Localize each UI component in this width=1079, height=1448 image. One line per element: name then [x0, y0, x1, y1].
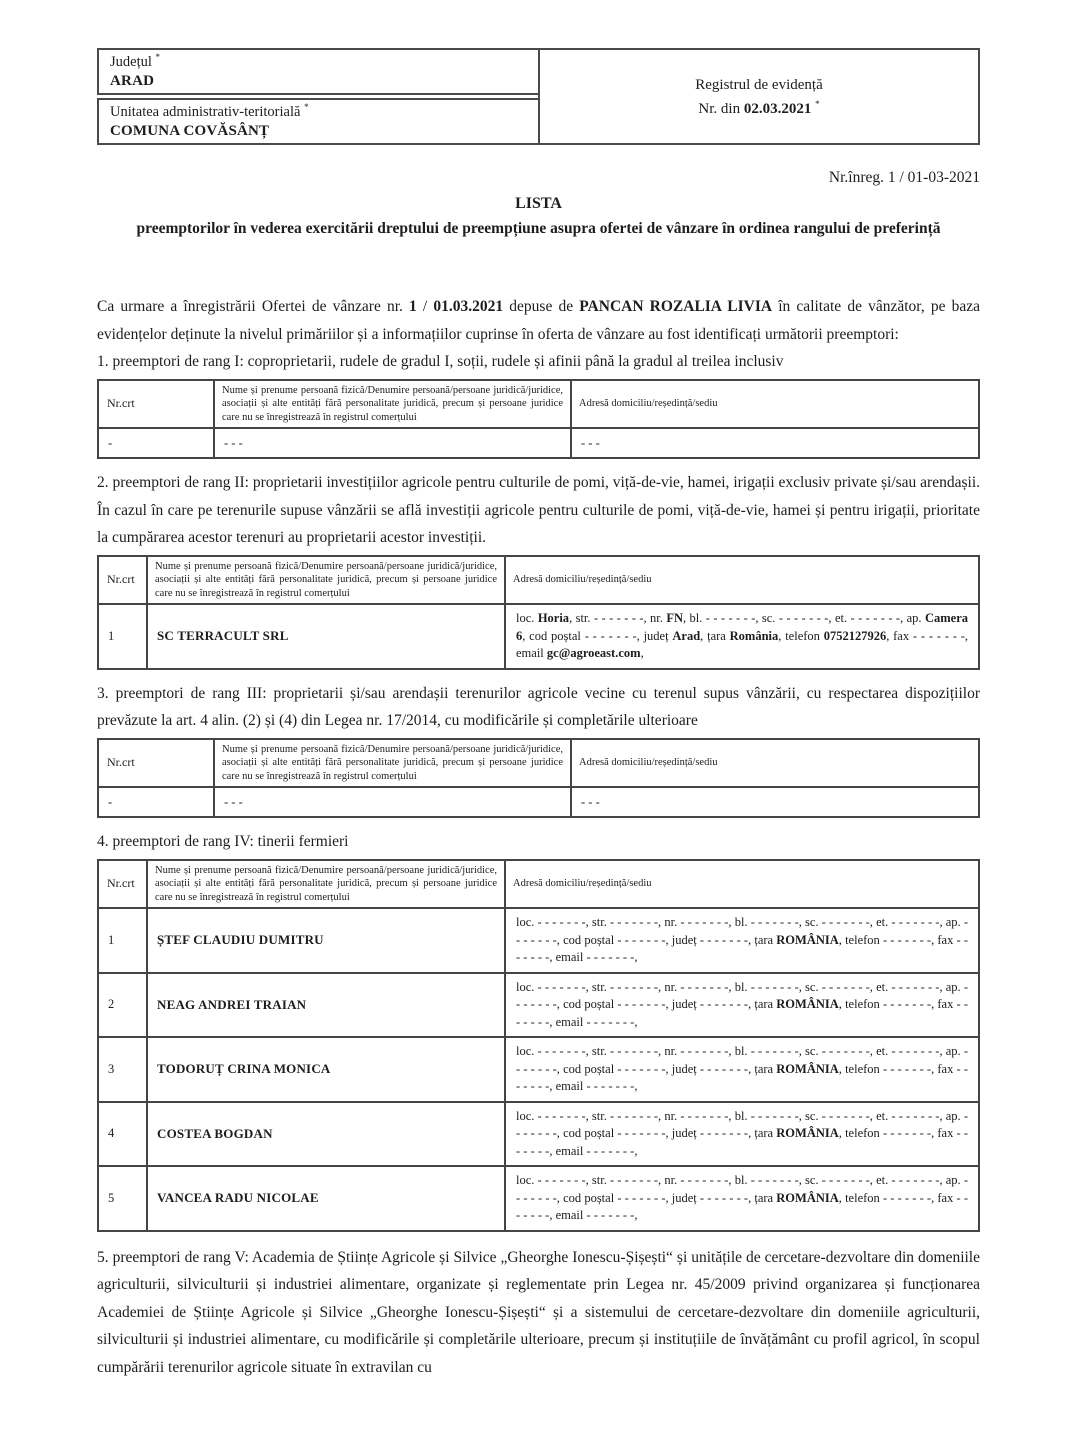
cell-address: loc. - - - - - - -, str. - - - - - - -, nr. - - - - - - -, bl. - - - - - - -, sc. - - - - - - -, et. - - - - - - -, ap. - - - - - - -, cod poștal - - - - - - -, județ - - - - - - -, țara ROMÂNIA, telefon - - - - - - -, fax - - - - - - -, email - - - - - - -, — [505, 1102, 979, 1167]
col-header-name: Nume și prenume persoană fizică/Denumire persoană/persoane juridică/juridice, asociații și alte entități fără personalitate juridică, precum și persoane juridice care nu se înregistrează în registrul comerțului — [147, 556, 505, 605]
section-rang4-heading: 4. preemptori de rang IV: tinerii fermieri — [97, 833, 349, 850]
registru-title: Registrul de evidență — [695, 76, 823, 93]
judet-label: Județul * — [110, 52, 161, 70]
table-header-row — [98, 380, 979, 429]
col-header-name: Nume și prenume persoană fizică/Denumire persoană/persoane juridică/juridice, asociații și alte entități fără personalitate juridică, precum și persoane juridice care nu se înregistrează în registrul comerțului — [147, 860, 505, 909]
col-header-nr: Nr.crt — [98, 860, 147, 909]
col-header-name: Nume și prenume persoană fizică/Denumire persoană/persoane juridică/juridice, asociații și alte entități fără personalitate juridică, precum și persoane juridice care nu se înregistrează în registrul comerțului — [214, 380, 571, 429]
uat-value: COMUNA COVĂSÂNȚ — [110, 123, 270, 139]
rang2-table — [97, 555, 980, 670]
table-row — [98, 1037, 979, 1102]
cell-address: loc. - - - - - - -, str. - - - - - - -, nr. - - - - - - -, bl. - - - - - - -, sc. - - - - - - -, et. - - - - - - -, ap. - - - - - - -, cod poștal - - - - - - -, județ - - - - - - -, țara ROMÂNIA, telefon - - - - - - -, fax - - - - - - -, email - - - - - - -, — [505, 1037, 979, 1102]
cell-name: TODORUȚ CRINA MONICA — [147, 1037, 505, 1102]
col-header-address: Adresă domiciliu/reședință/sediu — [505, 860, 979, 909]
judet-value: ARAD — [110, 73, 155, 89]
table-header-row — [98, 739, 979, 788]
section-rang2-heading: 2. preemptori de rang II: proprietarii investițiilor agricole pentru culturile de pomi, viță-de-vie, hamei, irigații exclusiv private și/sau arendașii. În cazul în care pe terenurile supuse vânzării se află investiții agricole pentru culturile de pomi, viță-de-vie, hamei și pentru irigații, prioritate la cumpărarea acestor terenuri au proprietarii acestor investiții. — [97, 474, 980, 546]
cell-nr: - — [98, 787, 214, 817]
table-header-row — [98, 860, 979, 909]
section-rang5-heading: 5. preemptori de rang V: Academia de Științe Agricole și Silvice „Gheorghe Ionescu-Șișești“ și unitățile de cercetare-dezvoltare din domeniile agriculturii, silviculturii și industriei alimentare, organizate și reglementate prin Legea nr. 45/2009 privind organizarea și funcționarea Academiei de Științe Agricole și Silvice „Gheorghe Ionescu-Șișești“ și a sistemului de cercetare-dezvoltare din domeniile agriculturii, silviculturii și industriei alimentare, cu modificările și completările ulterioare, precum și instituțiile de învățământ cu profil agricol, în scopul cumpărării terenurilor agricole situate în extravilan cu — [97, 1248, 980, 1376]
uat-label: Unitatea administrativ-teritorială * — [110, 102, 309, 120]
cell-nr: 5 — [98, 1166, 147, 1231]
cell-name: VANCEA RADU NICOLAE — [147, 1166, 505, 1231]
document-title: LISTA — [515, 195, 562, 212]
cell-name: - - - — [214, 428, 571, 458]
cell-nr: 3 — [98, 1037, 147, 1102]
cell-address: - - - — [571, 787, 979, 817]
rang4-table — [97, 859, 980, 1232]
cell-nr: 2 — [98, 973, 147, 1038]
judet-box — [97, 48, 540, 95]
table-row — [98, 428, 979, 458]
header-left-column — [97, 48, 540, 145]
table-row — [98, 908, 979, 973]
cell-name: ȘTEF CLAUDIU DUMITRU — [147, 908, 505, 973]
cell-address: - - - — [571, 428, 979, 458]
uat-box — [97, 98, 540, 145]
cell-name: NEAG ANDREI TRAIAN — [147, 973, 505, 1038]
cell-nr: 4 — [98, 1102, 147, 1167]
table-row — [98, 604, 979, 669]
header-table — [97, 48, 980, 145]
table-row — [98, 973, 979, 1038]
section-rang3-heading: 3. preemptori de rang III: proprietarii și/sau arendașii terenurilor agricole vecine cu terenul supus vânzării, cu respectarea dispozițiilor prevăzute la art. 4 alin. (2) și (4) din Legea nr. 17/2014, cu modificările și completările ulterioare — [97, 684, 980, 729]
table-header-row — [98, 556, 979, 605]
table-row — [98, 1166, 979, 1231]
document-page — [97, 48, 980, 1381]
cell-address: loc. - - - - - - -, str. - - - - - - -, nr. - - - - - - -, bl. - - - - - - -, sc. - - - - - - -, et. - - - - - - -, ap. - - - - - - -, cod poștal - - - - - - -, județ - - - - - - -, țara ROMÂNIA, telefon - - - - - - -, fax - - - - - - -, email - - - - - - -, — [505, 1166, 979, 1231]
col-header-address: Adresă domiciliu/reședință/sediu — [571, 380, 979, 429]
cell-name: COSTEA BOGDAN — [147, 1102, 505, 1167]
col-header-name: Nume și prenume persoană fizică/Denumire persoană/persoane juridică/juridice, asociații și alte entități fără personalitate juridică, precum și persoane juridice care nu se înregistrează în registrul comerțului — [214, 739, 571, 788]
cell-nr: - — [98, 428, 214, 458]
cell-address: loc. - - - - - - -, str. - - - - - - -, nr. - - - - - - -, bl. - - - - - - -, sc. - - - - - - -, et. - - - - - - -, ap. - - - - - - -, cod poștal - - - - - - -, județ - - - - - - -, țara ROMÂNIA, telefon - - - - - - -, fax - - - - - - -, email - - - - - - -, — [505, 908, 979, 973]
cell-address: loc. - - - - - - -, str. - - - - - - -, nr. - - - - - - -, bl. - - - - - - -, sc. - - - - - - -, et. - - - - - - -, ap. - - - - - - -, cod poștal - - - - - - -, județ - - - - - - -, țara ROMÂNIA, telefon - - - - - - -, fax - - - - - - -, email - - - - - - -, — [505, 973, 979, 1038]
section-rang1-heading: 1. preemptori de rang I: coproprietarii, rudele de gradul I, soții, rudele și afinii până la gradul al treilea inclusiv — [97, 353, 784, 370]
registru-number: Nr. din 02.03.2021 * — [698, 98, 820, 117]
registru-box — [538, 48, 980, 145]
col-header-address: Adresă domiciliu/reședință/sediu — [505, 556, 979, 605]
cell-nr: 1 — [98, 604, 147, 669]
cell-name: - - - — [214, 787, 571, 817]
cell-name: SC TERRACULT SRL — [147, 604, 505, 669]
table-row — [98, 1102, 979, 1167]
table-row — [98, 787, 979, 817]
registration-number-line: Nr.înreg. 1 / 01-03-2021 — [828, 169, 980, 186]
cell-nr: 1 — [98, 908, 147, 973]
rang3-table — [97, 738, 980, 819]
col-header-nr: Nr.crt — [98, 739, 214, 788]
document-subtitle: preemptorilor în vederea exercitării dreptului de preempțiune asupra ofertei de vânzare în ordinea rangului de preferință — [136, 220, 941, 237]
cell-address: loc. Horia, str. - - - - - - -, nr. FN, bl. - - - - - - -, sc. - - - - - - -, et. - - - - - - -, ap. Camera 6, cod poștal - - - - - - -, județ Arad, țara România, telefon 0752127926, fax - - - - - - -, email gc@agroeast.com, — [505, 604, 979, 669]
rang1-table — [97, 379, 980, 460]
col-header-address: Adresă domiciliu/reședință/sediu — [571, 739, 979, 788]
intro-paragraph: Ca urmare a înregistrării Ofertei de vânzare nr. 1 / 01.03.2021 depuse de PANCAN ROZALIA LIVIA în calitate de vânzător, pe baza evidențelor deținute la nivelul primăriilor și a informațiilor cuprinse în oferta de vânzare au fost identificați următorii preemptori: — [97, 298, 980, 343]
col-header-nr: Nr.crt — [98, 556, 147, 605]
col-header-nr: Nr.crt — [98, 380, 214, 429]
